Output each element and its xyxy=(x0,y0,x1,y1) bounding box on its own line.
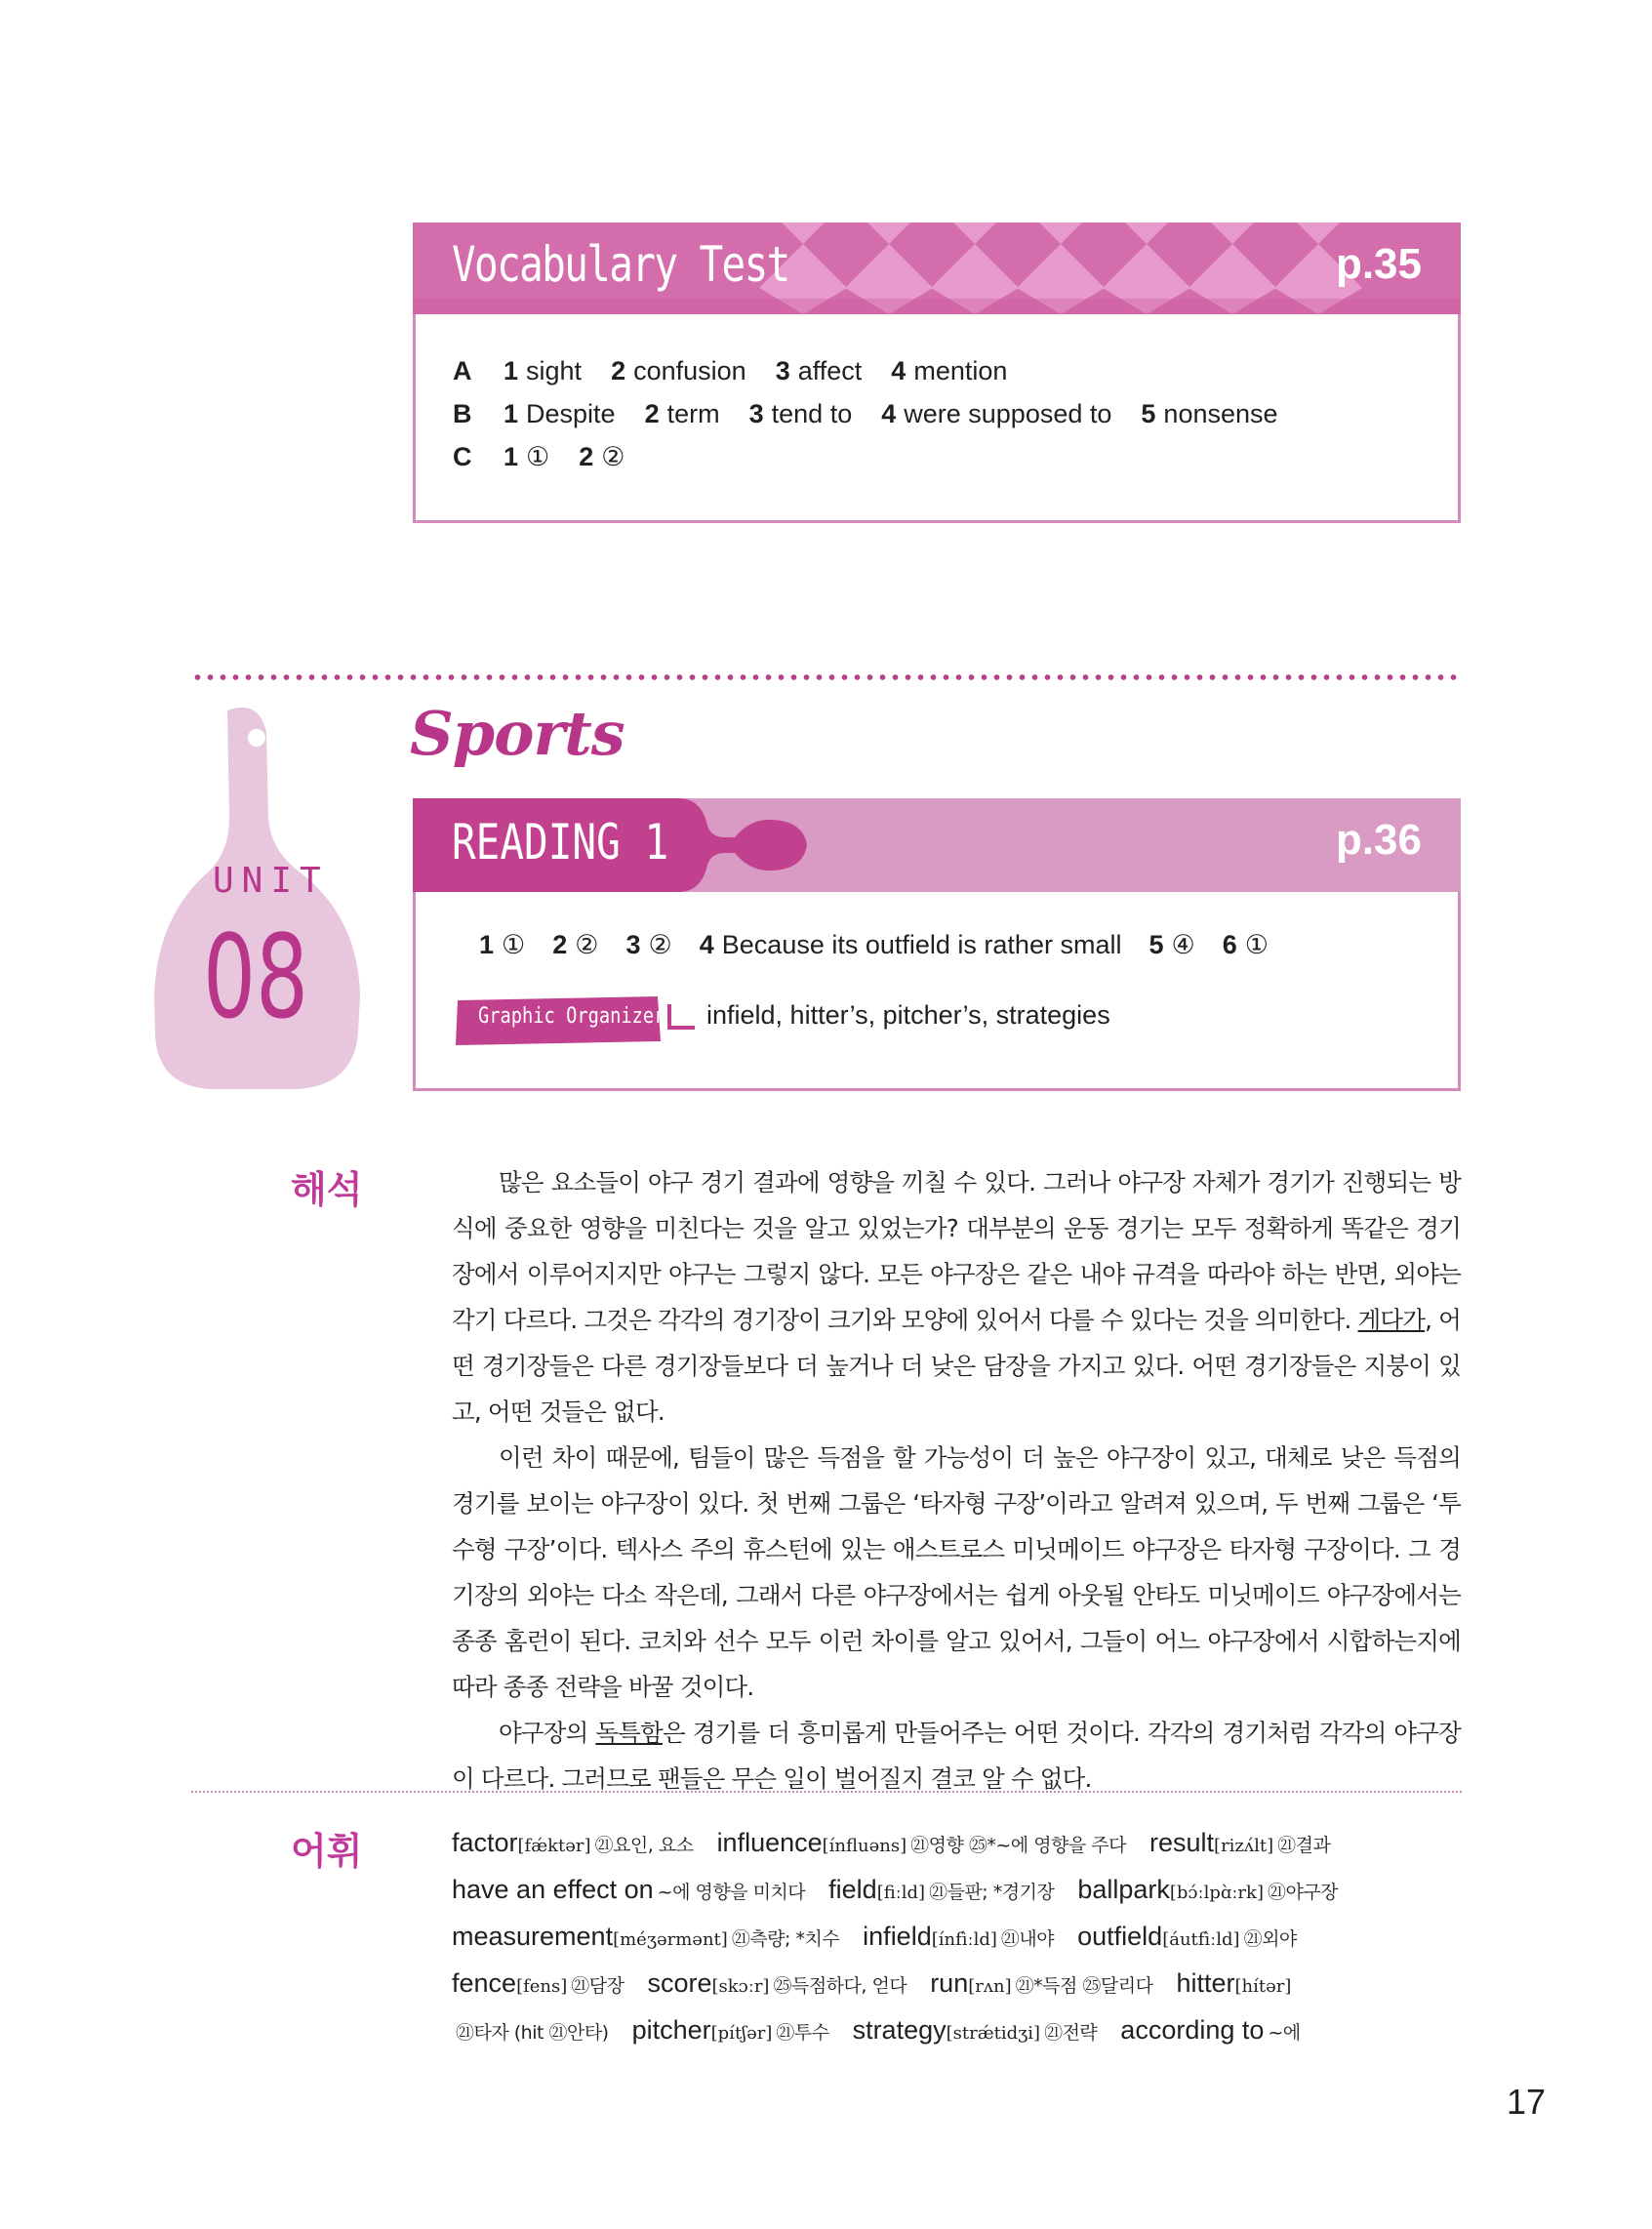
vocabulary-definition: ㉑들판; *경기장 xyxy=(929,1882,1055,1903)
vocabulary-pronunciation: [rʌn] xyxy=(968,1976,1012,1997)
answer-item: 4 were supposed to xyxy=(881,399,1112,428)
vocabulary-definition: ~에 영향을 미치다 xyxy=(657,1882,806,1903)
row-label: B xyxy=(453,399,472,428)
reading-answers xyxy=(479,930,1296,960)
vocabulary-definition: ㉑타자 (hit ㉑안타) xyxy=(456,2022,609,2044)
vocabulary-pronunciation: [strǽtidʒi] xyxy=(946,2023,1041,2044)
answer-row-c xyxy=(453,442,1308,485)
reading-header xyxy=(413,798,1461,892)
vocabulary-test-answers xyxy=(453,356,1308,485)
answer-item: 4 mention xyxy=(891,356,1008,385)
answer-row-b xyxy=(453,399,1308,442)
row-label: A xyxy=(453,356,472,385)
vocabulary-word: hitter xyxy=(1176,1968,1235,1998)
vocabulary-word: strategy xyxy=(852,2015,947,2045)
vocabulary-pronunciation: [bɔ́ːlpɑ̀ːrk] xyxy=(1169,1883,1264,1903)
vocabulary-word: according to xyxy=(1120,2015,1265,2045)
vocabulary-entry xyxy=(930,1968,1152,1998)
vocabulary-entry xyxy=(647,1968,907,1998)
vocabulary-entry xyxy=(452,1875,805,1904)
vocabulary-entry xyxy=(452,1922,839,1951)
vocabulary-list xyxy=(452,1821,1467,2055)
reading-title: READING 1 xyxy=(452,814,669,871)
vocabulary-pronunciation: [skɔːr] xyxy=(711,1976,770,1997)
vocabulary-entry xyxy=(717,1828,1126,1857)
vocabulary-word: measurement xyxy=(452,1922,614,1951)
vocabulary-test-box xyxy=(413,223,1461,523)
vocabulary-entry xyxy=(1077,1875,1338,1904)
reading-page-ref: p.36 xyxy=(1335,816,1422,864)
answer-item: 4 Because its outfield is rather small xyxy=(699,930,1122,959)
vocabulary-entry xyxy=(452,1968,624,1998)
answer-item: 5 ④ xyxy=(1148,930,1195,959)
vocabulary-line xyxy=(452,1915,1467,1962)
answer-item: 5 nonsense xyxy=(1141,399,1278,428)
vocabulary-pronunciation: [méʒərmənt] xyxy=(613,1929,728,1950)
vocabulary-definition: ㉑전략 xyxy=(1044,2022,1098,2044)
vocabulary-pronunciation: [ínfìːld] xyxy=(931,1929,997,1950)
vocabulary-definition: ㉑요인, 요소 xyxy=(594,1835,694,1856)
vocabulary-word: infield xyxy=(863,1922,932,1951)
answer-item: 2 term xyxy=(644,399,720,428)
vocabulary-definition: ㉕득점하다, 얻다 xyxy=(773,1975,907,1997)
vocabulary-pronunciation: [fens] xyxy=(516,1976,568,1997)
vocabulary-definition: ㉑측량; *치수 xyxy=(731,1928,840,1950)
page-number: 17 xyxy=(1507,2082,1547,2122)
vocabulary-definition: ㉑내야 xyxy=(1000,1928,1055,1950)
vocabulary-pronunciation: [pítʃər] xyxy=(710,2023,773,2044)
vocabulary-line xyxy=(452,1962,1467,2008)
answer-item: 3 ② xyxy=(625,930,672,959)
vocabulary-entry xyxy=(632,2015,829,2045)
vocabulary-word: score xyxy=(647,1968,712,1998)
vocabulary-definition: ~에 xyxy=(1268,2022,1301,2044)
translation-paragraph: 야구장의 독특함은 경기를 더 흥미롭게 만들어주는 어떤 것이다. 각각의 경기처럼 각각의 야구장이 다르다. 그러므로 팬들은 무슨 일이 벌어질지 결코 알 수 없다. xyxy=(452,1719,1461,1793)
vocabulary-entry xyxy=(452,1828,694,1857)
vocabulary-word: ballpark xyxy=(1077,1875,1170,1904)
vocabulary-pronunciation: [ínfluəns] xyxy=(822,1836,907,1856)
answer-item: 6 ① xyxy=(1222,930,1269,959)
vocabulary-entry xyxy=(1120,2015,1300,2045)
vocabulary-word: have an effect on xyxy=(452,1875,654,1904)
answer-item: 2 ② xyxy=(552,930,599,959)
vocabulary-definition: ㉑투수 xyxy=(776,2022,829,2044)
row-label: C xyxy=(453,442,472,471)
vocabulary-entry xyxy=(863,1922,1054,1951)
vocabulary-definition: ㉑외야 xyxy=(1243,1928,1297,1950)
translation-paragraph: 많은 요소들이 야구 경기 결과에 영향을 끼칠 수 있다. 그러나 야구장 자체가 경기가 진행되는 방식에 중요한 영향을 미친다는 것을 알고 있었는가? 대부분의 운동 경기는 모두 정확하게 똑같은 경기장에서 이루어지지만 야구는 그렇지 않다. 모든 야구장은 같은 내야 규격을 따라야 하는 반면, 외야는 각기 다르다. 그것은 각각의 경기장이 크기와 모양에 있어서 다를 수 있다는 것을 의미한다. 게다가, 어떤 경기장들은 다른 경기장들보다 더 높거나 더 낮은 담장을 가지고 있다. 어떤 경기장들은 지붕이 있고, 어떤 것들은 없다. xyxy=(452,1168,1462,1426)
answer-item: 1 Despite xyxy=(504,399,616,428)
reading-answer-box xyxy=(413,798,1461,1091)
vocabulary-test-page-ref: p.35 xyxy=(1335,240,1422,288)
vocabulary-pronunciation: [fǽktər] xyxy=(517,1836,591,1856)
translation-paragraph: 이런 차이 때문에, 팀들이 많은 득점을 할 가능성이 더 높은 야구장이 있고, 대체로 낮은 득점의 경기를 보이는 야구장이 있다. 첫 번째 그룹은 ‘타자형 구장’이라고 알려져 있으며, 두 번째 그룹은 ‘투수형 구장’이다. 텍사스 주의 휴스턴에 있는 애스트로스 미닛메이드 야구장은 타자형 구장이다. 그 경기장의 외야는 다소 작은데, 그래서 다른 야구장에서는 쉽게 아웃될 안타도 미닛메이드 야구장에서는 종종 홈런이 된다. 코치와 선수 모두 이런 차이를 알고 있어서, 그들이 어느 야구장에서 시합하는지에 따라 종종 전략을 바꿀 것이다. xyxy=(452,1443,1461,1701)
translation-label: 해석 xyxy=(291,1168,363,1211)
vocabulary-word: pitcher xyxy=(631,2015,711,2045)
answer-item: 2 confusion xyxy=(611,356,746,385)
vocabulary-line xyxy=(452,2008,1467,2055)
vocabulary-word: field xyxy=(828,1875,877,1904)
answer-item: 3 tend to xyxy=(748,399,853,428)
vocabulary-word: fence xyxy=(452,1968,517,1998)
vocabulary-pronunciation: [fiːld] xyxy=(876,1883,926,1903)
translation-text xyxy=(452,1159,1461,1802)
vocabulary-entry xyxy=(1077,1922,1297,1951)
answer-row-a xyxy=(453,356,1308,399)
vocabulary-test-title: Vocabulary Test xyxy=(452,236,789,293)
vocabulary-line xyxy=(452,1868,1467,1915)
vocabulary-label: 어휘 xyxy=(291,1830,363,1873)
graphic-organizer-label: Graphic Organizer xyxy=(478,1004,665,1029)
unit-number: 08 xyxy=(203,910,309,1044)
section-divider xyxy=(191,1791,1462,1793)
vocabulary-pronunciation: [hítər] xyxy=(1234,1976,1292,1997)
vocabulary-test-header xyxy=(413,223,1461,314)
vocabulary-word: factor xyxy=(452,1828,518,1857)
vocabulary-definition: ㉑야구장 xyxy=(1267,1882,1339,1903)
answer-item: 2 ② xyxy=(579,442,625,471)
vocabulary-line xyxy=(452,1821,1467,1868)
section-title: Sports xyxy=(410,698,625,769)
vocabulary-entry xyxy=(828,1875,1054,1904)
vocabulary-definition: ㉑결과 xyxy=(1277,1835,1331,1856)
vocabulary-pronunciation: [áutfìːld] xyxy=(1162,1929,1240,1950)
vocabulary-entry xyxy=(452,2015,609,2045)
vocabulary-definition: ㉑담장 xyxy=(571,1975,625,1997)
vocabulary-entry xyxy=(1149,1828,1330,1857)
dotted-divider xyxy=(191,673,1462,681)
vocabulary-word: influence xyxy=(716,1828,823,1857)
vocabulary-word: outfield xyxy=(1077,1922,1163,1951)
vocabulary-definition: ㉑*득점 ㉕달리다 xyxy=(1015,1975,1153,1997)
graphic-organizer-answer: infield, hitter’s, pitcher’s, strategies xyxy=(706,1000,1110,1030)
vocabulary-word: result xyxy=(1149,1828,1215,1857)
vocabulary-word: run xyxy=(930,1968,969,1998)
answer-item: 1 sight xyxy=(504,356,583,385)
vocabulary-pronunciation: [rizʌ́lt] xyxy=(1214,1836,1274,1856)
answer-item: 1 ① xyxy=(479,930,526,959)
vocabulary-definition: ㉑영향 ㉕*~에 영향을 주다 xyxy=(910,1835,1127,1856)
answer-item: 3 affect xyxy=(775,356,863,385)
answer-item: 1 ① xyxy=(504,442,550,471)
vocabulary-entry xyxy=(853,2015,1098,2045)
unit-label: UNIT xyxy=(213,861,329,901)
vocabulary-entry xyxy=(1176,1968,1291,1998)
connector-icon xyxy=(664,1002,697,1033)
